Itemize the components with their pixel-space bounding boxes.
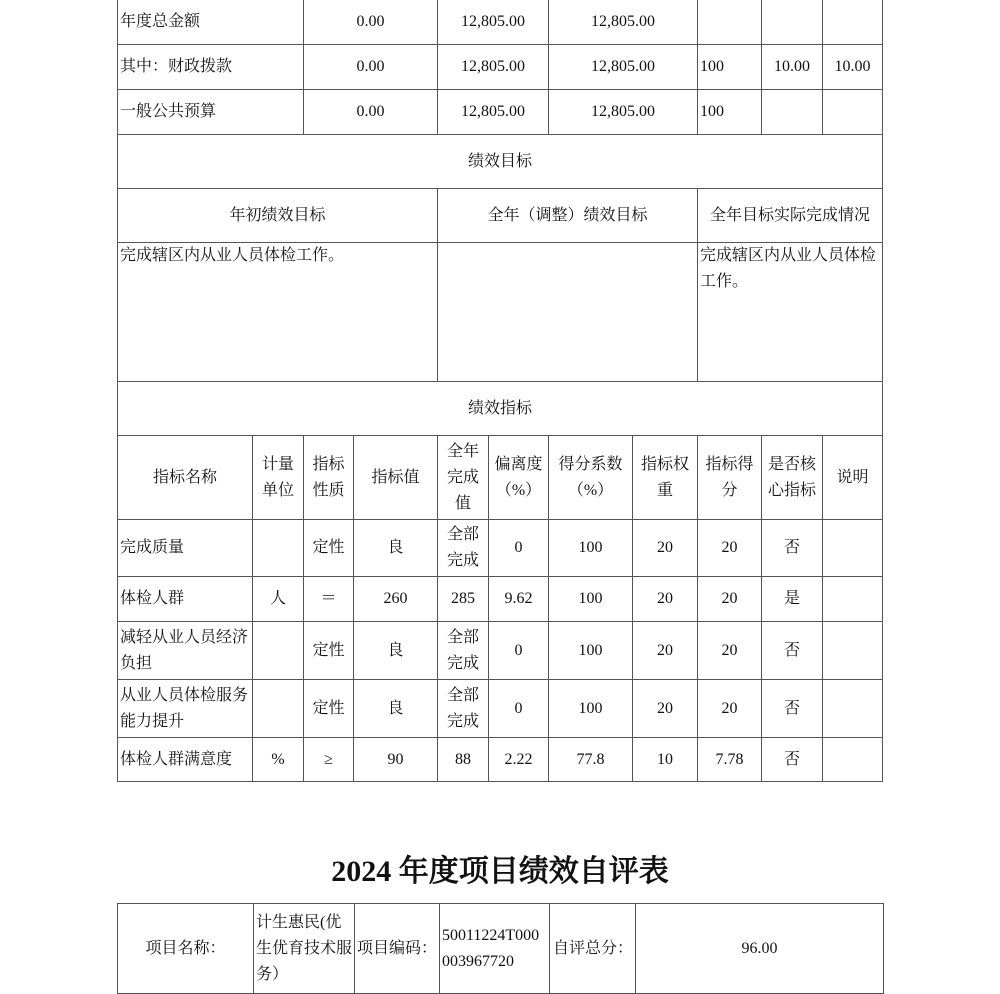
indicator-cell: 全部完成 — [438, 680, 489, 738]
indicator-cell: 100 — [549, 520, 633, 577]
indicator-row — [118, 622, 883, 680]
goals-section-title: 绩效目标 — [118, 135, 883, 189]
indicator-cell: 否 — [762, 738, 823, 782]
indicator-header: 说明 — [823, 436, 883, 520]
budget-weight: 10.00 — [762, 45, 823, 90]
indicator-cell: 20 — [633, 577, 698, 622]
indicator-header: 指标值 — [354, 436, 438, 520]
indicator-cell: 77.8 — [549, 738, 633, 782]
project-info-table — [117, 903, 884, 994]
indicator-header: 全年完成值 — [438, 436, 489, 520]
budget-score — [823, 0, 883, 45]
indicator-cell: 0 — [489, 520, 549, 577]
indicator-cell: 体检人群满意度 — [118, 738, 253, 782]
budget-executed: 12,805.00 — [549, 0, 698, 45]
indicator-cell — [823, 680, 883, 738]
indicator-cell: 人 — [253, 577, 304, 622]
indicator-row — [118, 520, 883, 577]
indicator-cell: 7.78 — [698, 738, 762, 782]
indicator-cell: 定性 — [304, 520, 354, 577]
indicator-cell — [823, 622, 883, 680]
indicator-cell: 0 — [489, 622, 549, 680]
indicator-cell: 9.62 — [489, 577, 549, 622]
budget-score — [823, 90, 883, 135]
indicator-cell — [823, 577, 883, 622]
budget-initial: 0.00 — [304, 90, 438, 135]
budget-executed: 12,805.00 — [549, 90, 698, 135]
project-name-label: 项目名称： — [118, 904, 254, 994]
budget-adjusted: 12,805.00 — [438, 45, 549, 90]
indicator-cell: 定性 — [304, 680, 354, 738]
budget-row — [118, 45, 883, 90]
goal-adjusted — [438, 243, 698, 382]
indicator-cell: 体检人群 — [118, 577, 253, 622]
indicator-cell: 否 — [762, 622, 823, 680]
goal-adjusted-header: 全年（调整）绩效目标 — [438, 189, 698, 243]
indicator-header: 指标性质 — [304, 436, 354, 520]
project-name: 计生惠民(优生优育技术服务） — [254, 904, 355, 994]
indicator-cell: 100 — [549, 622, 633, 680]
goal-initial: 完成辖区内从业人员体检工作。 — [118, 243, 438, 382]
budget-score: 10.00 — [823, 45, 883, 90]
indicator-cell: 定性 — [304, 622, 354, 680]
indicator-cell: 20 — [698, 622, 762, 680]
indicator-cell: 285 — [438, 577, 489, 622]
budget-initial: 0.00 — [304, 0, 438, 45]
project-code: 50011224T000003967720 — [440, 904, 550, 994]
budget-rate: 100 — [698, 45, 762, 90]
indicator-cell: 260 — [354, 577, 438, 622]
indicator-cell: 从业人员体检服务能力提升 — [118, 680, 253, 738]
budget-adjusted: 12,805.00 — [438, 90, 549, 135]
project-code-label: 项目编码： — [355, 904, 440, 994]
budget-row — [118, 90, 883, 135]
indicator-header: 是否核心指标 — [762, 436, 823, 520]
performance-table — [117, 0, 883, 782]
indicator-cell: 100 — [549, 577, 633, 622]
indicator-cell: 良 — [354, 520, 438, 577]
indicator-cell: 20 — [698, 680, 762, 738]
indicator-row — [118, 577, 883, 622]
indicator-header: 偏离度（%） — [489, 436, 549, 520]
indicator-cell: 良 — [354, 622, 438, 680]
goal-initial-header: 年初绩效目标 — [118, 189, 438, 243]
indicator-cell: ≥ — [304, 738, 354, 782]
indicator-cell — [253, 520, 304, 577]
budget-row — [118, 0, 883, 45]
budget-rate: 100 — [698, 90, 762, 135]
indicator-cell: 全部完成 — [438, 520, 489, 577]
indicator-cell: 完成质量 — [118, 520, 253, 577]
indicator-cell: 良 — [354, 680, 438, 738]
indicator-cell — [823, 520, 883, 577]
budget-executed: 12,805.00 — [549, 45, 698, 90]
indicator-cell: 100 — [549, 680, 633, 738]
indicator-header: 计量单位 — [253, 436, 304, 520]
indicator-header: 指标名称 — [118, 436, 253, 520]
indicators-section-title: 绩效指标 — [118, 382, 883, 436]
indicator-cell: 88 — [438, 738, 489, 782]
indicator-cell: 全部完成 — [438, 622, 489, 680]
budget-label: 一般公共预算 — [118, 90, 304, 135]
indicator-cell: 2.22 — [489, 738, 549, 782]
goal-actual: 完成辖区内从业人员体检工作。 — [698, 243, 883, 382]
indicator-header: 得分系数（%） — [549, 436, 633, 520]
indicator-cell: 20 — [633, 622, 698, 680]
indicator-cell: 20 — [633, 520, 698, 577]
indicator-cell — [253, 622, 304, 680]
indicator-cell: 减轻从业人员经济负担 — [118, 622, 253, 680]
budget-label: 其中：财政拨款 — [118, 45, 304, 90]
indicator-header: 指标得分 — [698, 436, 762, 520]
indicator-cell: 90 — [354, 738, 438, 782]
indicator-cell: 20 — [698, 577, 762, 622]
goal-actual-header: 全年目标实际完成情况 — [698, 189, 883, 243]
indicator-cell: ＝ — [304, 577, 354, 622]
page-title: 2024 年度项目绩效自评表 — [331, 855, 669, 888]
budget-weight — [762, 90, 823, 135]
budget-label: 年度总金额 — [118, 0, 304, 45]
indicator-cell — [253, 680, 304, 738]
score-label: 自评总分： — [550, 904, 636, 994]
indicator-cell: % — [253, 738, 304, 782]
indicator-cell — [823, 738, 883, 782]
indicator-cell: 否 — [762, 680, 823, 738]
indicator-row — [118, 680, 883, 738]
indicator-cell: 20 — [698, 520, 762, 577]
budget-weight — [762, 0, 823, 45]
indicator-cell: 是 — [762, 577, 823, 622]
indicator-cell: 10 — [633, 738, 698, 782]
indicator-cell: 0 — [489, 680, 549, 738]
indicator-row — [118, 738, 883, 782]
budget-adjusted: 12,805.00 — [438, 0, 549, 45]
indicator-header: 指标权重 — [633, 436, 698, 520]
total-score: 96.00 — [636, 904, 884, 994]
indicator-cell: 20 — [633, 680, 698, 738]
budget-rate — [698, 0, 762, 45]
indicator-cell: 否 — [762, 520, 823, 577]
budget-initial: 0.00 — [304, 45, 438, 90]
